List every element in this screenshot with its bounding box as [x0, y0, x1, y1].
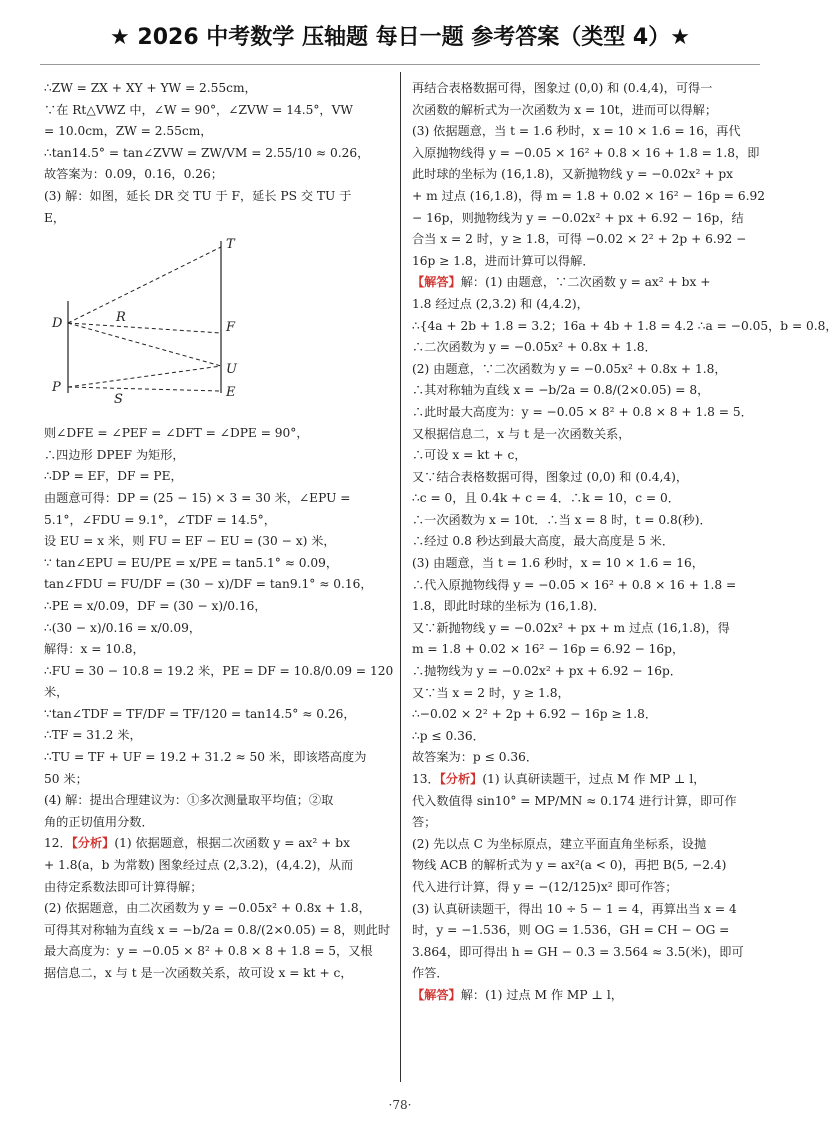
text-line: ∵tan∠TDF = TF/DF = TF/120 = tan14.5° ≈ 0.26， [44, 706, 356, 721]
label-r: R [116, 310, 126, 326]
text-line: ∴此时最大高度为：y = −0.05 × 8² + 0.8 × 8 + 1.8 = 5． [412, 404, 753, 419]
section-tag: 【解答】 [412, 275, 461, 290]
text-line: ∴ZW = ZX + XY + YW = 2.55cm， [44, 81, 257, 95]
text-line: ∴DP = EF，DF = PE， [44, 469, 183, 484]
text-line: ∴一次函数为 x = 10t．∴当 x = 8 时，t = 0.8(秒)． [412, 512, 712, 527]
text-line: ∵ tan∠EPU = EU/PE = x/PE = tan5.1° ≈ 0.09， [44, 555, 339, 570]
right-column [412, 78, 838, 1007]
text-line: (4) 解：提出合理建议为：①多次测量取平均值；②取 [44, 793, 334, 808]
text-line: 【解答】解：(1) 由题意，∵二次函数 y = ax² + bx + [412, 275, 711, 290]
text-line: ∴经过 0.8 秒达到最大高度，最大高度是 5 米． [412, 534, 675, 549]
text-line: ∴tan14.5° = tan∠ZVW = ZW/VM = 2.55/10 ≈ 0.26， [44, 145, 370, 160]
text-line: 入原抛物线得 y = −0.05 × 16² + 0.8 × 16 + 1.8 = 1.8，即 [412, 145, 760, 160]
text-line: 12．【分析】(1) 依据题意，根据二次函数 y = ax² + bx [44, 836, 350, 851]
text-line: ∴c = 0，且 0.4k + c = 4．∴k = 10，c = 0． [412, 491, 680, 506]
text-line: 又∵当 x = 2 时，y ≥ 1.8， [412, 685, 570, 700]
page-title: ★ 2026 中考数学 压轴题 每日一题 参考答案（类型 4）★ [110, 24, 690, 50]
text-line: 13．【分析】(1) 认真研读题干，过点 M 作 MP ⊥ l， [412, 772, 706, 786]
text-line: ∴TU = TF + UF = 19.2 + 31.2 ≈ 50 米，即该塔高度为 [44, 750, 367, 765]
text-line: 此时球的坐标为 (16,1.8)，又新抛物线 y = −0.02x² + px [412, 167, 734, 182]
text-line: 作答． [412, 966, 449, 981]
text-line: ∵在 Rt△VWZ 中，∠W = 90°，∠ZVW = 14.5°，VW [44, 102, 353, 117]
text-line: 可得其对称轴为直线 x = −b/2a = 0.8/(2×0.05) = 8，则此时 [44, 922, 391, 937]
text-line: ∴PE = x/0.09，DF = (30 − x)/0.16， [44, 598, 267, 613]
header-divider [40, 64, 760, 65]
text-line: (3) 解：如图，延长 DR 交 TU 于 F，延长 PS 交 TU 于 [44, 188, 352, 203]
section-tag: 【分析】 [439, 772, 483, 786]
text-line: + m 过点 (16,1.8)，得 m = 1.8 + 0.02 × 16² − 16p = 6.92 [412, 188, 766, 203]
page-number: ·78· [388, 1098, 412, 1112]
tower-measurement-figure [44, 231, 390, 419]
text-line: 代入数值得 sin10° = MP/MN ≈ 0.174 进行计算，即可作 [412, 793, 737, 808]
text-line: 又根据信息二，x 与 t 是一次函数关系， [412, 426, 631, 441]
label-f: F [226, 320, 236, 336]
label-d: D [52, 316, 63, 332]
text-line: 设 EU = x 米，则 FU = EF − EU = (30 − x) 米， [44, 534, 336, 549]
label-u: U [226, 362, 237, 378]
text-line: 1.8 经过点 (2,3.2) 和 (4,4.2)， [412, 296, 589, 311]
section-tag: 【解答】 [412, 987, 461, 1002]
text-line: ∴FU = 30 − 10.8 = 19.2 米，PE = DF = 10.8/0.09 = 120 [44, 663, 394, 678]
text-line: 角的正切值用分数． [44, 814, 154, 829]
text-line: 米， [44, 685, 69, 700]
text-line: ∴−0.02 × 2² + 2p + 6.92 − 16p ≥ 1.8． [412, 707, 658, 722]
text-line: (2) 依据题意，由二次函数为 y = −0.05x² + 0.8x + 1.8， [44, 901, 371, 916]
left-column [44, 78, 394, 985]
text-line: E， [44, 210, 66, 225]
text-line: 5.1°，∠FDU = 9.1°，∠TDF = 14.5°， [44, 512, 276, 527]
line-du [68, 323, 221, 366]
text-line: ∴抛物线为 y = −0.02x² + px + 6.92 − 16p． [412, 664, 682, 679]
text-line: 故答案为：0.09，0.16，0.26； [44, 167, 223, 182]
text-line: (2) 先以点 C 为坐标原点，建立平面直角坐标系，设抛 [412, 836, 707, 851]
text-line: ∴可设 x = kt + c， [412, 448, 527, 463]
text-line: 物线 ACB 的解析式为 y = ax²(a < 0)，再把 B(5, −2.4) [412, 858, 727, 873]
line-dt [68, 247, 221, 326]
text-line: ∴p ≤ 0.36． [412, 728, 485, 743]
text-line: (3) 依据题意，当 t = 1.6 秒时，x = 10 × 1.6 = 16，再代 [412, 124, 741, 139]
text-line: ∴代入原抛物线得 y = −0.05 × 16² + 0.8 × 16 + 1.8 = [412, 577, 737, 592]
text-line: 据信息二，x 与 t 是一次函数关系，故可设 x = kt + c， [44, 966, 353, 980]
line-pe [68, 387, 221, 391]
text-line: 16p ≥ 1.8，进而计算可以得解． [412, 253, 595, 268]
text-line: 再结合表格数据可得，图象过 (0,0) 和 (0.4,4)，可得一 [412, 81, 713, 95]
text-line: (2) 由题意，∵二次函数为 y = −0.05x² + 0.8x + 1.8， [412, 361, 727, 376]
text-line: (3) 由题意，当 t = 1.6 秒时，x = 10 × 1.6 = 16， [412, 556, 704, 571]
text-line: m = 1.8 + 0.02 × 16² − 16p = 6.92 − 16p， [412, 642, 685, 657]
text-line: tan∠FDU = FU/DF = (30 − x)/DF = tan9.1° ≈ 0.16， [44, 577, 373, 592]
text-line: 解得：x = 10.8， [44, 642, 145, 657]
text-line: ∴二次函数为 y = −0.05x² + 0.8x + 1.8． [412, 340, 657, 355]
text-line: 合当 x = 2 时，y ≥ 1.8，可得 −0.02 × 2² + 2p + 6.92 − [412, 232, 747, 247]
text-line: 由待定系数法即可计算得解； [44, 879, 203, 894]
text-line: 答； [412, 815, 437, 830]
text-line: 次函数的解析式为一次函数为 x = 10t，进而可以得解； [412, 102, 718, 117]
text-line: 由题意可得：DP = (25 − 15) × 3 = 30 米，∠EPU = [44, 490, 351, 505]
section-tag: 【分析】 [71, 836, 115, 851]
column-divider [400, 72, 401, 1082]
text-line: 3.864，即可得出 h = GH − 0.3 = 3.564 ≈ 3.5(米)，即可 [412, 944, 744, 959]
text-line: ∴其对称轴为直线 x = −b/2a = 0.8/(2×0.05) = 8， [412, 383, 710, 398]
text-line: 又∵新抛物线 y = −0.02x² + px + m 过点 (16,1.8)，得 [412, 620, 730, 635]
text-line: 时，y = −1.536，则 OG = 1.536，GH = CH − OG = [412, 923, 730, 938]
text-line: ∴{4a + 2b + 1.8 = 3.2；16a + 4b + 1.8 = 4.2 ∴a = −0.05，b = 0.8， [412, 318, 838, 333]
label-s: S [114, 392, 123, 408]
text-line: = 10.0cm，ZW = 2.55cm， [44, 124, 213, 139]
label-e: E [226, 385, 236, 401]
label-t: T [226, 237, 235, 253]
text-line: − 16p，则抛物线为 y = −0.02x² + px + 6.92 − 16p，结 [412, 210, 744, 225]
text-line: 故答案为：p ≤ 0.36． [412, 750, 539, 765]
text-line: ∴TF = 31.2 米， [44, 728, 142, 743]
text-line: 50 米； [44, 771, 88, 786]
text-line: 【解答】解：(1) 过点 M 作 MP ⊥ l， [412, 987, 623, 1002]
line-df [68, 323, 221, 333]
text-line: (3) 认真研读题干，得出 10 ÷ 5 − 1 = 4，再算出当 x = 4 [412, 901, 737, 916]
text-line: + 1.8(a，b 为常数) 图象经过点 (2,3.2)，(4,4.2)，从而 [44, 858, 354, 873]
text-line: 1.8，即此时球的坐标为 (16,1.8)． [412, 599, 606, 614]
label-p: P [52, 380, 61, 396]
text-line: 最大高度为：y = −0.05 × 8² + 0.8 × 8 + 1.8 = 5，又根 [44, 944, 373, 959]
page-header [0, 0, 800, 70]
text-line: ∴四边形 DPEF 为矩形， [44, 447, 185, 462]
line-pu [68, 366, 221, 387]
text-line: ∴(30 − x)/0.16 = x/0.09， [44, 620, 202, 635]
text-line: 又∵结合表格数据可得，图象过 (0,0) 和 (0.4,4)， [412, 469, 689, 484]
text-line: 代入进行计算，得 y = −(12/125)x² 即可作答； [412, 879, 678, 894]
text-line: 则∠DFE = ∠PEF = ∠DFT = ∠DPE = 90°， [44, 426, 309, 441]
